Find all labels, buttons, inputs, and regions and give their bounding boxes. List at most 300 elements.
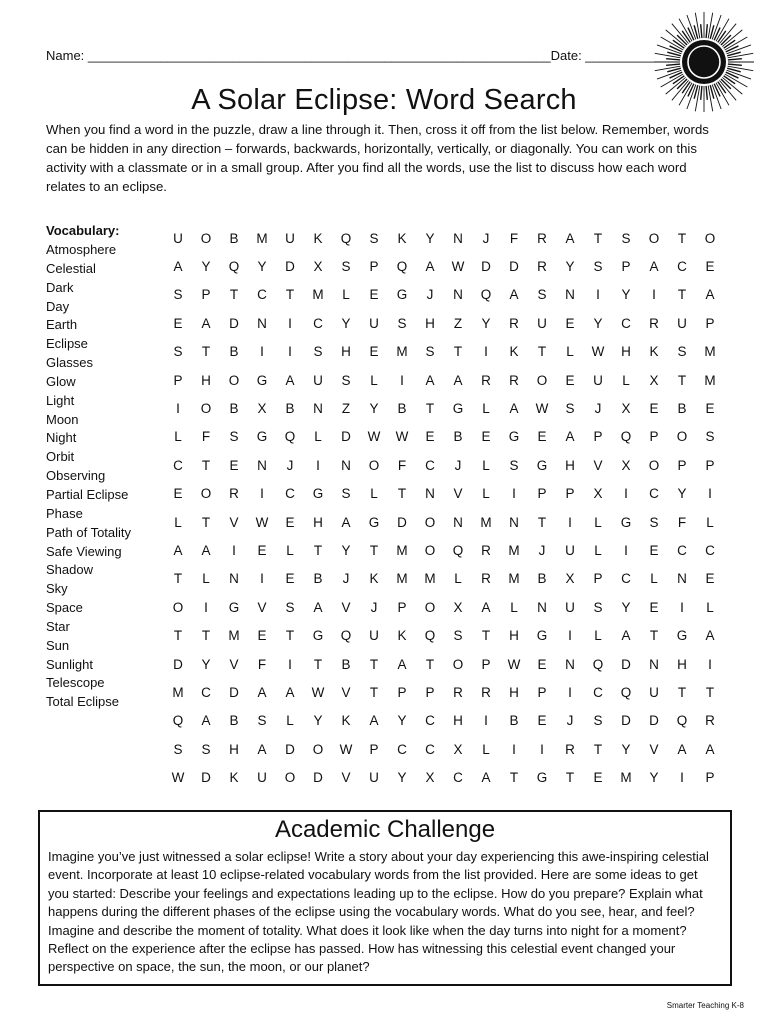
grid-letter[interactable]: E: [481, 429, 491, 445]
grid-letter[interactable]: X: [621, 457, 631, 473]
grid-letter[interactable]: L: [286, 713, 294, 729]
grid-letter[interactable]: E: [285, 514, 295, 530]
grid-letter[interactable]: I: [288, 656, 292, 672]
grid-letter[interactable]: B: [509, 713, 519, 729]
grid-letter[interactable]: H: [621, 344, 631, 360]
grid-letter[interactable]: I: [652, 287, 656, 303]
grid-letter[interactable]: O: [648, 230, 660, 246]
grid-letter[interactable]: S: [313, 344, 323, 360]
grid-letter[interactable]: E: [257, 542, 267, 558]
grid-letter[interactable]: G: [396, 287, 408, 303]
grid-letter[interactable]: I: [708, 486, 712, 502]
grid-letter[interactable]: B: [229, 344, 239, 360]
grid-letter[interactable]: E: [173, 486, 183, 502]
grid-letter[interactable]: Y: [677, 486, 687, 502]
grid-letter[interactable]: N: [453, 514, 463, 530]
grid-letter[interactable]: M: [508, 542, 520, 558]
grid-letter[interactable]: T: [677, 287, 687, 303]
grid-letter[interactable]: R: [453, 684, 463, 700]
grid-letter[interactable]: S: [173, 344, 183, 360]
grid-letter[interactable]: G: [256, 372, 268, 388]
grid-letter[interactable]: L: [370, 486, 378, 502]
grid-letter[interactable]: P: [425, 684, 435, 700]
grid-letter[interactable]: T: [677, 684, 687, 700]
grid-letter[interactable]: Q: [620, 429, 632, 445]
grid-letter[interactable]: U: [565, 542, 575, 558]
grid-letter[interactable]: U: [537, 315, 547, 331]
grid-letter[interactable]: J: [454, 457, 462, 473]
grid-letter[interactable]: C: [201, 684, 211, 700]
grid-letter[interactable]: O: [312, 741, 324, 757]
grid-letter[interactable]: U: [369, 315, 379, 331]
grid-letter[interactable]: Q: [340, 628, 352, 644]
grid-letter[interactable]: S: [229, 429, 239, 445]
grid-letter[interactable]: K: [229, 770, 239, 786]
grid-letter[interactable]: L: [286, 542, 294, 558]
grid-letter[interactable]: F: [677, 514, 687, 530]
grid-letter[interactable]: V: [593, 457, 603, 473]
grid-letter[interactable]: Q: [592, 656, 604, 672]
grid-letter[interactable]: F: [397, 457, 407, 473]
grid-letter[interactable]: A: [565, 230, 575, 246]
grid-letter[interactable]: U: [257, 770, 267, 786]
grid-letter[interactable]: E: [705, 401, 715, 417]
grid-letter[interactable]: P: [537, 684, 547, 700]
grid-letter[interactable]: B: [677, 401, 687, 417]
grid-letter[interactable]: J: [538, 542, 546, 558]
grid-letter[interactable]: I: [288, 344, 292, 360]
grid-letter[interactable]: A: [341, 514, 351, 530]
grid-letter[interactable]: D: [201, 770, 211, 786]
grid-letter[interactable]: S: [453, 628, 463, 644]
grid-letter[interactable]: R: [565, 741, 575, 757]
grid-letter[interactable]: I: [624, 542, 628, 558]
grid-letter[interactable]: S: [509, 457, 519, 473]
grid-letter[interactable]: P: [369, 259, 379, 275]
grid-letter[interactable]: D: [173, 656, 183, 672]
grid-letter[interactable]: D: [481, 259, 491, 275]
grid-letter[interactable]: C: [425, 741, 435, 757]
grid-letter[interactable]: B: [313, 571, 323, 587]
grid-letter[interactable]: N: [537, 599, 547, 615]
grid-letter[interactable]: I: [260, 571, 264, 587]
grid-letter[interactable]: L: [482, 486, 490, 502]
grid-letter[interactable]: U: [173, 230, 183, 246]
grid-letter[interactable]: U: [677, 315, 687, 331]
grid-letter[interactable]: P: [593, 429, 603, 445]
grid-letter[interactable]: Y: [313, 713, 323, 729]
grid-letter[interactable]: L: [566, 344, 574, 360]
grid-letter[interactable]: O: [200, 401, 212, 417]
grid-letter[interactable]: G: [312, 628, 324, 644]
grid-letter[interactable]: M: [256, 230, 268, 246]
grid-letter[interactable]: L: [370, 372, 378, 388]
grid-letter[interactable]: S: [257, 713, 267, 729]
grid-letter[interactable]: C: [313, 315, 323, 331]
grid-letter[interactable]: P: [677, 457, 687, 473]
grid-letter[interactable]: S: [201, 741, 211, 757]
grid-letter[interactable]: P: [705, 457, 715, 473]
grid-letter[interactable]: B: [285, 401, 295, 417]
grid-letter[interactable]: S: [341, 372, 351, 388]
grid-letter[interactable]: T: [285, 287, 295, 303]
grid-letter[interactable]: S: [173, 287, 183, 303]
grid-letter[interactable]: A: [705, 287, 715, 303]
grid-letter[interactable]: E: [285, 571, 295, 587]
grid-letter[interactable]: W: [339, 741, 353, 757]
grid-letter[interactable]: C: [621, 571, 631, 587]
grid-letter[interactable]: M: [228, 628, 240, 644]
grid-letter[interactable]: L: [202, 571, 210, 587]
grid-letter[interactable]: N: [313, 401, 323, 417]
grid-letter[interactable]: T: [425, 656, 435, 672]
grid-letter[interactable]: K: [509, 344, 519, 360]
grid-letter[interactable]: H: [229, 741, 239, 757]
grid-letter[interactable]: L: [650, 571, 658, 587]
grid-letter[interactable]: A: [285, 684, 295, 700]
grid-letter[interactable]: O: [200, 230, 212, 246]
grid-letter[interactable]: P: [201, 287, 211, 303]
grid-letter[interactable]: Y: [341, 315, 351, 331]
grid-letter[interactable]: H: [509, 628, 519, 644]
grid-letter[interactable]: P: [705, 770, 715, 786]
grid-letter[interactable]: S: [593, 259, 603, 275]
grid-letter[interactable]: P: [537, 486, 547, 502]
grid-letter[interactable]: Y: [201, 656, 211, 672]
grid-letter[interactable]: T: [677, 372, 687, 388]
grid-letter[interactable]: P: [705, 315, 715, 331]
grid-letter[interactable]: E: [369, 287, 379, 303]
grid-letter[interactable]: R: [229, 486, 239, 502]
grid-letter[interactable]: N: [677, 571, 687, 587]
grid-letter[interactable]: Q: [340, 230, 352, 246]
grid-letter[interactable]: G: [228, 599, 240, 615]
grid-letter[interactable]: V: [341, 599, 351, 615]
grid-letter[interactable]: V: [229, 514, 239, 530]
grid-letter[interactable]: T: [369, 684, 379, 700]
grid-letter[interactable]: N: [453, 230, 463, 246]
grid-letter[interactable]: X: [313, 259, 323, 275]
grid-letter[interactable]: W: [507, 656, 521, 672]
grid-letter[interactable]: G: [368, 514, 380, 530]
grid-letter[interactable]: A: [705, 628, 715, 644]
grid-letter[interactable]: S: [537, 287, 547, 303]
grid-letter[interactable]: A: [397, 656, 407, 672]
grid-letter[interactable]: Y: [397, 713, 407, 729]
grid-letter[interactable]: T: [369, 656, 379, 672]
grid-letter[interactable]: Y: [621, 287, 631, 303]
grid-letter[interactable]: A: [481, 599, 491, 615]
grid-letter[interactable]: Q: [452, 542, 464, 558]
grid-letter[interactable]: E: [705, 571, 715, 587]
grid-letter[interactable]: I: [316, 457, 320, 473]
grid-letter[interactable]: V: [341, 684, 351, 700]
grid-letter[interactable]: K: [397, 230, 407, 246]
grid-letter[interactable]: F: [257, 656, 267, 672]
grid-letter[interactable]: N: [257, 457, 267, 473]
grid-letter[interactable]: X: [257, 401, 267, 417]
grid-letter[interactable]: A: [201, 713, 211, 729]
grid-letter[interactable]: S: [677, 344, 687, 360]
grid-letter[interactable]: I: [624, 486, 628, 502]
grid-letter[interactable]: D: [285, 741, 295, 757]
grid-letter[interactable]: V: [341, 770, 351, 786]
grid-letter[interactable]: V: [229, 656, 239, 672]
grid-letter[interactable]: A: [481, 770, 491, 786]
grid-letter[interactable]: P: [621, 259, 631, 275]
grid-letter[interactable]: I: [568, 514, 572, 530]
grid-letter[interactable]: T: [565, 770, 575, 786]
grid-letter[interactable]: C: [621, 315, 631, 331]
grid-letter[interactable]: C: [649, 486, 659, 502]
grid-letter[interactable]: X: [453, 599, 463, 615]
grid-letter[interactable]: L: [482, 401, 490, 417]
grid-letter[interactable]: L: [174, 514, 182, 530]
grid-letter[interactable]: T: [593, 741, 603, 757]
grid-letter[interactable]: M: [480, 514, 492, 530]
grid-letter[interactable]: W: [171, 770, 185, 786]
grid-letter[interactable]: D: [341, 429, 351, 445]
grid-letter[interactable]: H: [341, 344, 351, 360]
grid-letter[interactable]: T: [425, 401, 435, 417]
grid-letter[interactable]: E: [649, 401, 659, 417]
grid-letter[interactable]: D: [649, 713, 659, 729]
grid-letter[interactable]: L: [706, 599, 714, 615]
grid-letter[interactable]: B: [537, 571, 547, 587]
grid-letter[interactable]: N: [425, 486, 435, 502]
grid-letter[interactable]: D: [285, 259, 295, 275]
grid-letter[interactable]: A: [453, 372, 463, 388]
grid-letter[interactable]: D: [313, 770, 323, 786]
grid-letter[interactable]: T: [705, 684, 715, 700]
grid-letter[interactable]: P: [397, 599, 407, 615]
grid-letter[interactable]: A: [257, 684, 267, 700]
grid-letter[interactable]: E: [565, 315, 575, 331]
grid-letter[interactable]: T: [509, 770, 519, 786]
grid-letter[interactable]: O: [368, 457, 380, 473]
grid-letter[interactable]: C: [257, 287, 267, 303]
grid-letter[interactable]: Q: [284, 429, 296, 445]
grid-letter[interactable]: T: [677, 230, 687, 246]
grid-letter[interactable]: G: [452, 401, 464, 417]
grid-letter[interactable]: G: [256, 429, 268, 445]
grid-letter[interactable]: E: [649, 599, 659, 615]
grid-letter[interactable]: M: [396, 571, 408, 587]
grid-letter[interactable]: K: [369, 571, 379, 587]
grid-letter[interactable]: A: [425, 259, 435, 275]
grid-letter[interactable]: I: [484, 713, 488, 729]
grid-letter[interactable]: R: [481, 684, 491, 700]
grid-letter[interactable]: Y: [369, 401, 379, 417]
grid-letter[interactable]: S: [593, 599, 603, 615]
grid-letter[interactable]: C: [397, 741, 407, 757]
grid-letter[interactable]: A: [621, 628, 631, 644]
grid-letter[interactable]: E: [593, 770, 603, 786]
grid-letter[interactable]: S: [649, 514, 659, 530]
grid-letter[interactable]: J: [286, 457, 294, 473]
grid-letter[interactable]: W: [255, 514, 269, 530]
grid-letter[interactable]: E: [537, 429, 547, 445]
grid-letter[interactable]: I: [568, 684, 572, 700]
grid-letter[interactable]: X: [565, 571, 575, 587]
grid-letter[interactable]: C: [705, 542, 715, 558]
grid-letter[interactable]: S: [341, 259, 351, 275]
grid-letter[interactable]: S: [425, 344, 435, 360]
grid-letter[interactable]: A: [285, 372, 295, 388]
grid-letter[interactable]: O: [200, 486, 212, 502]
grid-letter[interactable]: J: [594, 401, 602, 417]
grid-letter[interactable]: P: [397, 684, 407, 700]
grid-letter[interactable]: B: [397, 401, 407, 417]
grid-letter[interactable]: T: [453, 344, 463, 360]
grid-letter[interactable]: T: [201, 344, 211, 360]
grid-letter[interactable]: W: [591, 344, 605, 360]
grid-letter[interactable]: G: [536, 457, 548, 473]
date-field-label[interactable]: Date: ___________: [550, 48, 665, 63]
grid-letter[interactable]: A: [313, 599, 323, 615]
grid-letter[interactable]: T: [649, 628, 659, 644]
grid-letter[interactable]: O: [536, 372, 548, 388]
grid-letter[interactable]: O: [228, 372, 240, 388]
grid-letter[interactable]: A: [201, 542, 211, 558]
grid-letter[interactable]: E: [537, 713, 547, 729]
grid-letter[interactable]: D: [621, 656, 631, 672]
grid-letter[interactable]: P: [481, 656, 491, 672]
grid-letter[interactable]: T: [593, 230, 603, 246]
grid-letter[interactable]: O: [452, 656, 464, 672]
grid-letter[interactable]: Y: [621, 599, 631, 615]
grid-letter[interactable]: N: [649, 656, 659, 672]
grid-letter[interactable]: R: [509, 315, 519, 331]
grid-letter[interactable]: K: [313, 230, 323, 246]
grid-letter[interactable]: E: [369, 344, 379, 360]
grid-letter[interactable]: Q: [172, 713, 184, 729]
grid-letter[interactable]: B: [229, 401, 239, 417]
grid-letter[interactable]: L: [706, 514, 714, 530]
grid-letter[interactable]: A: [677, 741, 687, 757]
grid-letter[interactable]: N: [509, 514, 519, 530]
grid-letter[interactable]: N: [453, 287, 463, 303]
grid-letter[interactable]: S: [285, 599, 295, 615]
grid-letter[interactable]: E: [537, 656, 547, 672]
grid-letter[interactable]: I: [512, 741, 516, 757]
grid-letter[interactable]: K: [397, 628, 407, 644]
grid-letter[interactable]: I: [204, 599, 208, 615]
grid-letter[interactable]: R: [509, 372, 519, 388]
grid-letter[interactable]: L: [482, 741, 490, 757]
grid-letter[interactable]: G: [312, 486, 324, 502]
grid-letter[interactable]: H: [313, 514, 323, 530]
grid-letter[interactable]: O: [424, 542, 436, 558]
grid-letter[interactable]: H: [201, 372, 211, 388]
grid-letter[interactable]: O: [172, 599, 184, 615]
grid-letter[interactable]: P: [565, 486, 575, 502]
grid-letter[interactable]: E: [257, 628, 267, 644]
grid-letter[interactable]: E: [173, 315, 183, 331]
grid-letter[interactable]: E: [425, 429, 435, 445]
grid-letter[interactable]: A: [173, 259, 183, 275]
grid-letter[interactable]: A: [565, 429, 575, 445]
grid-letter[interactable]: A: [705, 741, 715, 757]
grid-letter[interactable]: B: [453, 429, 463, 445]
grid-letter[interactable]: Y: [397, 770, 407, 786]
grid-letter[interactable]: I: [232, 542, 236, 558]
grid-letter[interactable]: L: [594, 514, 602, 530]
grid-letter[interactable]: D: [621, 713, 631, 729]
grid-letter[interactable]: C: [173, 457, 183, 473]
grid-letter[interactable]: R: [537, 259, 547, 275]
grid-letter[interactable]: E: [649, 542, 659, 558]
grid-letter[interactable]: R: [537, 230, 547, 246]
grid-letter[interactable]: T: [369, 542, 379, 558]
grid-letter[interactable]: Y: [257, 259, 267, 275]
grid-letter[interactable]: G: [508, 429, 520, 445]
grid-letter[interactable]: K: [341, 713, 351, 729]
grid-letter[interactable]: J: [482, 230, 490, 246]
grid-letter[interactable]: I: [512, 486, 516, 502]
grid-letter[interactable]: M: [620, 770, 632, 786]
grid-letter[interactable]: I: [680, 770, 684, 786]
grid-letter[interactable]: P: [593, 571, 603, 587]
grid-letter[interactable]: Y: [593, 315, 603, 331]
grid-letter[interactable]: V: [453, 486, 463, 502]
grid-letter[interactable]: W: [367, 429, 381, 445]
grid-letter[interactable]: B: [229, 230, 239, 246]
grid-letter[interactable]: L: [482, 457, 490, 473]
grid-letter[interactable]: A: [649, 259, 659, 275]
grid-letter[interactable]: O: [284, 770, 296, 786]
grid-letter[interactable]: C: [425, 713, 435, 729]
grid-letter[interactable]: N: [229, 571, 239, 587]
grid-letter[interactable]: I: [680, 599, 684, 615]
grid-letter[interactable]: X: [621, 401, 631, 417]
grid-letter[interactable]: D: [229, 315, 239, 331]
grid-letter[interactable]: B: [229, 713, 239, 729]
grid-letter[interactable]: R: [481, 542, 491, 558]
grid-letter[interactable]: T: [481, 628, 491, 644]
grid-letter[interactable]: N: [565, 656, 575, 672]
grid-letter[interactable]: L: [510, 599, 518, 615]
grid-letter[interactable]: L: [314, 429, 322, 445]
grid-letter[interactable]: M: [172, 684, 184, 700]
grid-letter[interactable]: V: [649, 741, 659, 757]
grid-letter[interactable]: W: [311, 684, 325, 700]
grid-letter[interactable]: H: [425, 315, 435, 331]
grid-letter[interactable]: A: [509, 287, 519, 303]
grid-letter[interactable]: T: [201, 628, 211, 644]
grid-letter[interactable]: C: [425, 457, 435, 473]
grid-letter[interactable]: A: [173, 542, 183, 558]
grid-letter[interactable]: I: [260, 486, 264, 502]
grid-letter[interactable]: J: [342, 571, 350, 587]
grid-letter[interactable]: O: [704, 230, 716, 246]
grid-letter[interactable]: G: [536, 628, 548, 644]
grid-letter[interactable]: H: [677, 656, 687, 672]
grid-letter[interactable]: Q: [480, 287, 492, 303]
grid-letter[interactable]: A: [369, 713, 379, 729]
grid-letter[interactable]: U: [369, 628, 379, 644]
grid-letter[interactable]: M: [396, 542, 408, 558]
grid-letter[interactable]: S: [341, 486, 351, 502]
grid-letter[interactable]: L: [174, 429, 182, 445]
grid-letter[interactable]: W: [451, 259, 465, 275]
grid-letter[interactable]: A: [201, 315, 211, 331]
grid-letter[interactable]: Y: [201, 259, 211, 275]
grid-letter[interactable]: T: [173, 628, 183, 644]
grid-letter[interactable]: X: [453, 741, 463, 757]
grid-letter[interactable]: L: [454, 571, 462, 587]
grid-letter[interactable]: T: [201, 514, 211, 530]
